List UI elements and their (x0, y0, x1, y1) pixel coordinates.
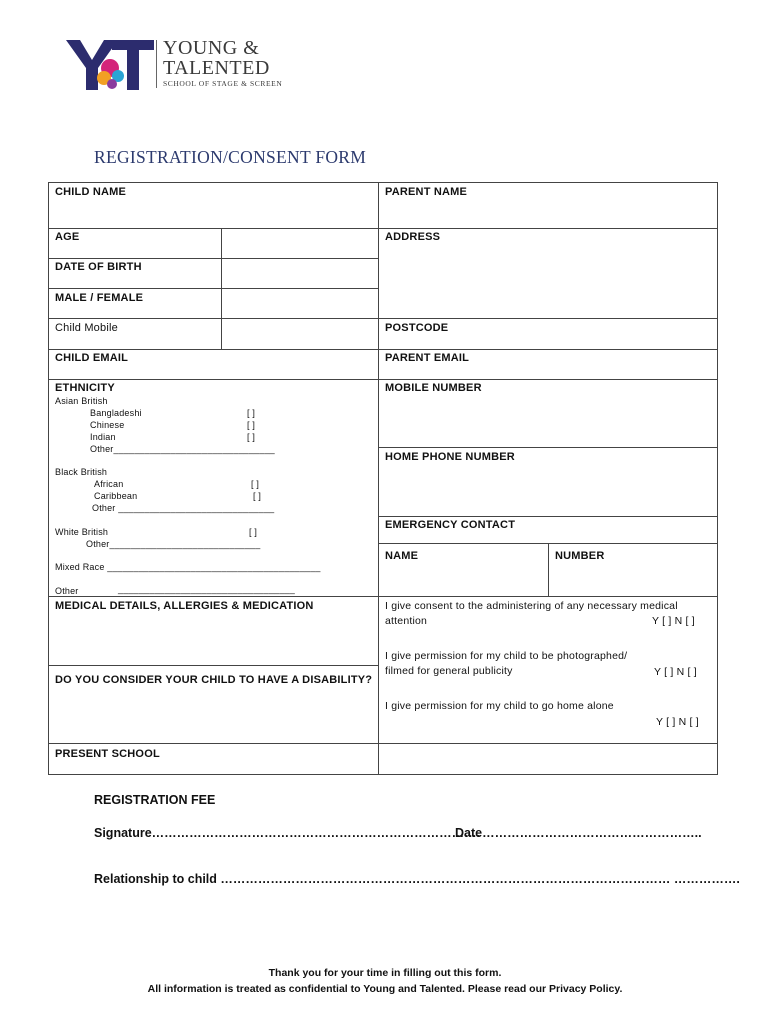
caribbean-checkbox[interactable]: [ ] (253, 491, 262, 501)
other-ethnicity-field[interactable]: __________________________________ (118, 584, 295, 594)
grid-line (48, 596, 718, 597)
postcode-label: POSTCODE (385, 322, 449, 334)
consent-photo-yn[interactable]: Y [ ] N [ ] (654, 666, 697, 678)
black-other-field[interactable]: Other ______________________________ (92, 503, 275, 513)
emergency-number-label: NUMBER (555, 550, 605, 562)
grid-line (48, 318, 718, 319)
relationship-field[interactable]: Relationship to child ……………………………………………………………………………………………… ……………. (94, 872, 740, 886)
parent-email-label: PARENT EMAIL (385, 352, 470, 364)
address-label: ADDRESS (385, 231, 441, 243)
caribbean-label: Caribbean (94, 491, 138, 501)
child-name-label: CHILD NAME (55, 186, 127, 198)
age-label: AGE (55, 231, 80, 243)
african-label: African (94, 479, 124, 489)
grid-line (48, 379, 718, 380)
logo-line-talented: TALENTED (163, 57, 270, 79)
consent-home-line1: I give permission for my child to go home alone (385, 700, 614, 712)
black-british-label: Black British (55, 467, 108, 477)
form-title: REGISTRATION/CONSENT FORM (94, 147, 367, 167)
medical-label: MEDICAL DETAILS, ALLERGIES & MEDICATION (55, 600, 314, 612)
consent-photo-line1: I give permission for my child to be photographed/ (385, 650, 628, 662)
child-email-label: CHILD EMAIL (55, 352, 129, 364)
home-phone-label: HOME PHONE NUMBER (385, 451, 515, 463)
grid-line (48, 258, 379, 259)
chinese-checkbox[interactable]: [ ] (247, 420, 256, 430)
grid-line (378, 182, 379, 775)
thanks-line: Thank you for your time in filling out this form. (268, 967, 502, 979)
white-british-label: White British (55, 527, 109, 537)
gender-label: MALE / FEMALE (55, 292, 144, 304)
consent-medical-line1: I give consent to the administering of any necessary medical (385, 600, 678, 612)
consent-medical-line2: attention (385, 615, 428, 627)
grid-line (48, 665, 379, 666)
logo-wordmark (163, 38, 282, 90)
bangladeshi-label: Bangladeshi (90, 408, 142, 418)
emergency-contact-label: EMERGENCY CONTACT (385, 519, 516, 531)
white-other-field[interactable]: Other_____________________________ (86, 539, 261, 549)
grid-line (48, 774, 718, 775)
white-british-checkbox[interactable]: [ ] (249, 527, 258, 537)
child-mobile-label: Child Mobile (55, 322, 118, 334)
consent-medical-yn[interactable]: Y [ ] N [ ] (652, 615, 695, 627)
consent-home-yn[interactable]: Y [ ] N [ ] (656, 716, 699, 728)
grid-line (548, 543, 549, 596)
parent-name-label: PARENT NAME (385, 186, 468, 198)
young-talented-logo (66, 38, 156, 92)
bangladeshi-checkbox[interactable]: [ ] (247, 408, 256, 418)
logo-divider (156, 40, 157, 88)
asian-other-field[interactable]: Other_______________________________ (90, 444, 275, 454)
logo-line-school: SCHOOL OF STAGE & SCREEN (163, 79, 283, 88)
present-school-label: PRESENT SCHOOL (55, 748, 160, 760)
logo-line-young: YOUNG & (163, 37, 260, 59)
indian-checkbox[interactable]: [ ] (247, 432, 256, 442)
african-checkbox[interactable]: [ ] (251, 479, 260, 489)
consent-photo-line2: filmed for general publicity (385, 665, 513, 677)
grid-line (48, 743, 718, 744)
grid-line (48, 349, 718, 350)
ethnicity-label: ETHNICITY (55, 382, 115, 394)
grid-line (378, 447, 718, 448)
privacy-line: All information is treated as confidential to Young and Talented. Please read our Privacy Policy. (147, 983, 623, 995)
other-ethnicity-label: Other (55, 586, 79, 596)
date-field[interactable]: Date…………………………………………….. (455, 826, 702, 840)
registration-fee-label: REGISTRATION FEE (94, 793, 216, 807)
grid-line (48, 182, 718, 183)
grid-line (717, 182, 718, 775)
grid-line (48, 228, 718, 229)
mixed-race-field[interactable]: Mixed Race _________________________________________ (55, 562, 321, 572)
grid-line (378, 516, 718, 517)
grid-line (48, 182, 49, 775)
dob-label: DATE OF BIRTH (55, 261, 142, 273)
emergency-name-label: NAME (385, 550, 419, 562)
indian-label: Indian (90, 432, 116, 442)
chinese-label: Chinese (90, 420, 125, 430)
mobile-number-label: MOBILE NUMBER (385, 382, 482, 394)
disability-label: DO YOU CONSIDER YOUR CHILD TO HAVE A DISABILITY? (55, 674, 373, 686)
asian-british-label: Asian British (55, 396, 108, 406)
signature-field[interactable]: Signature……………………………………………………………………. (94, 826, 481, 840)
grid-line (48, 288, 379, 289)
